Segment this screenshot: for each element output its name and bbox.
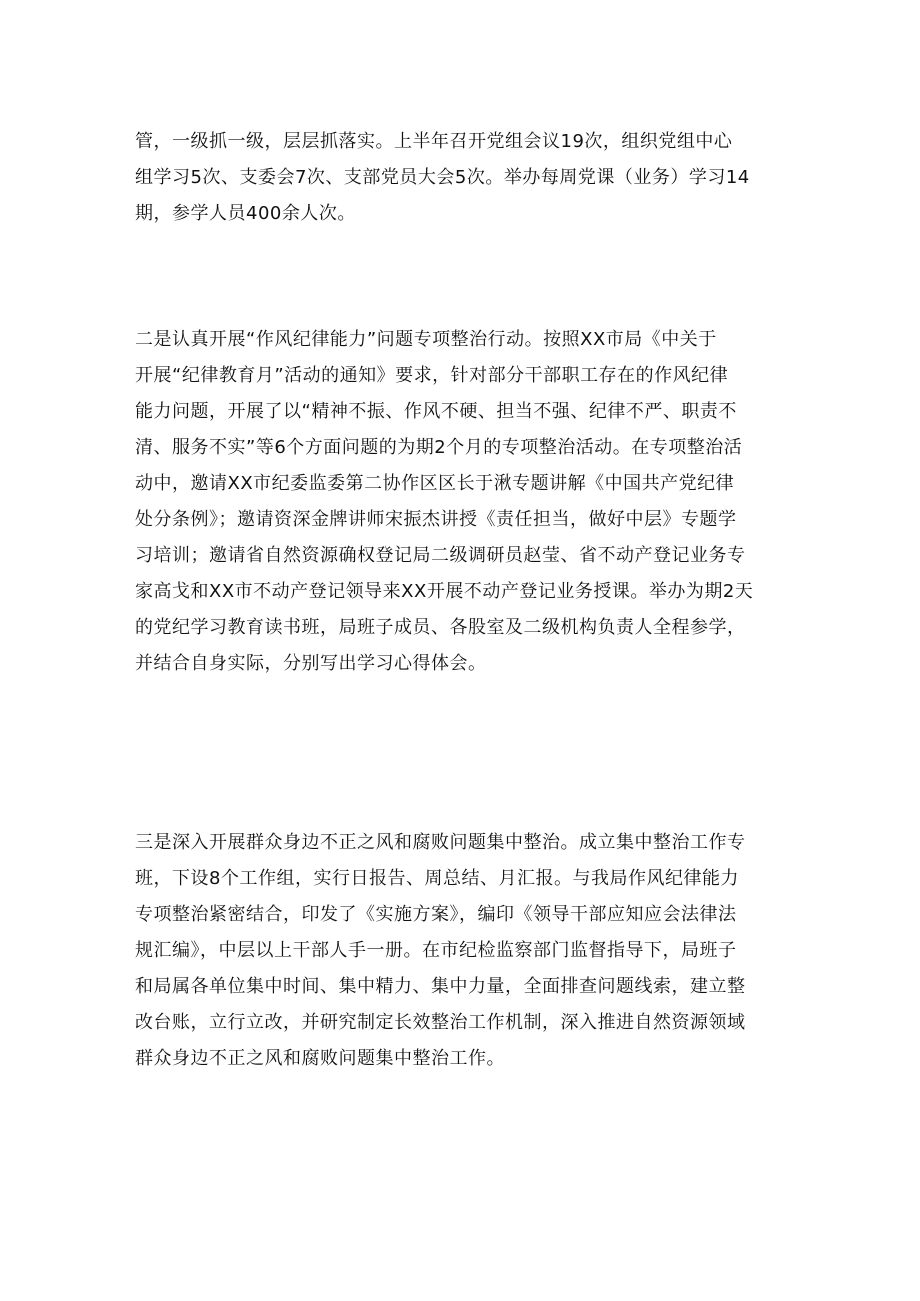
text-line: 三是深入开展群众身边不正之风和腐败问题集中整治。成立集中整治工作专 xyxy=(135,832,746,853)
text-line: 管，一级抓一级，层层抓落实。上半年召开党组会议19次，组织党组中心 xyxy=(135,131,733,152)
text-line: 班，下设8个工作组，实行日报告、周总结、月汇报。与我局作风纪律能力 xyxy=(135,868,739,889)
text-line: 家高戈和XX市不动产登记领导来XX开展不动产登记业务授课。举办为期2天 xyxy=(135,581,754,602)
text-line: 习培训；邀请省自然资源确权登记局二级调研员赵莹、省不动产登记业务专 xyxy=(135,545,746,566)
text-line: 组学习5次、支委会7次、支部党员大会5次。举办每周党课（业务）学习14 xyxy=(135,167,750,188)
paragraph-corruption-rectification xyxy=(135,825,785,1077)
text-line: 开展“纪律教育月”活动的通知》要求，针对部分干部职工存在的作风纪律 xyxy=(135,365,729,386)
paragraph-party-meetings xyxy=(135,124,785,232)
text-line: 并结合自身实际，分别写出学习心得体会。 xyxy=(135,653,487,674)
text-line: 规汇编》，中层以上干部人手一册。在市纪检监察部门监督指导下，局班子 xyxy=(135,940,737,961)
text-line: 处分条例》；邀请资深金牌讲师宋振杰讲授《责任担当，做好中层》专题学 xyxy=(135,509,737,530)
text-line: 群众身边不正之风和腐败问题集中整治工作。 xyxy=(135,1048,505,1069)
text-line: 改台账，立行立改，并研究制定长效整治工作机制，深入推进自然资源领域 xyxy=(135,1012,746,1033)
text-line: 专项整治紧密结合，印发了《实施方案》，编印《领导干部应知应会法律法 xyxy=(135,904,737,925)
text-line: 动中，邀请XX市纪委监委第二协作区区长于湫专题讲解《中国共产党纪律 xyxy=(135,473,735,494)
text-line: 期，参学人员400余人次。 xyxy=(135,203,356,224)
text-line: 二是认真开展“作风纪律能力”问题专项整治行动。按照XX市局《中关于 xyxy=(135,329,717,350)
paragraph-style-discipline-rectification xyxy=(135,322,785,682)
text-line: 能力问题，开展了以“精神不振、作风不硬、担当不强、纪律不严、职责不 xyxy=(135,401,737,422)
text-line: 清、服务不实”等6个方面问题的为期2个月的专项整治活动。在专项整治活 xyxy=(135,437,743,458)
text-line: 的党纪学习教育读书班，局班子成员、各股室及二级机构负责人全程参学， xyxy=(135,617,746,638)
text-line: 和局属各单位集中时间、集中精力、集中力量，全面排查问题线索，建立整 xyxy=(135,976,746,997)
